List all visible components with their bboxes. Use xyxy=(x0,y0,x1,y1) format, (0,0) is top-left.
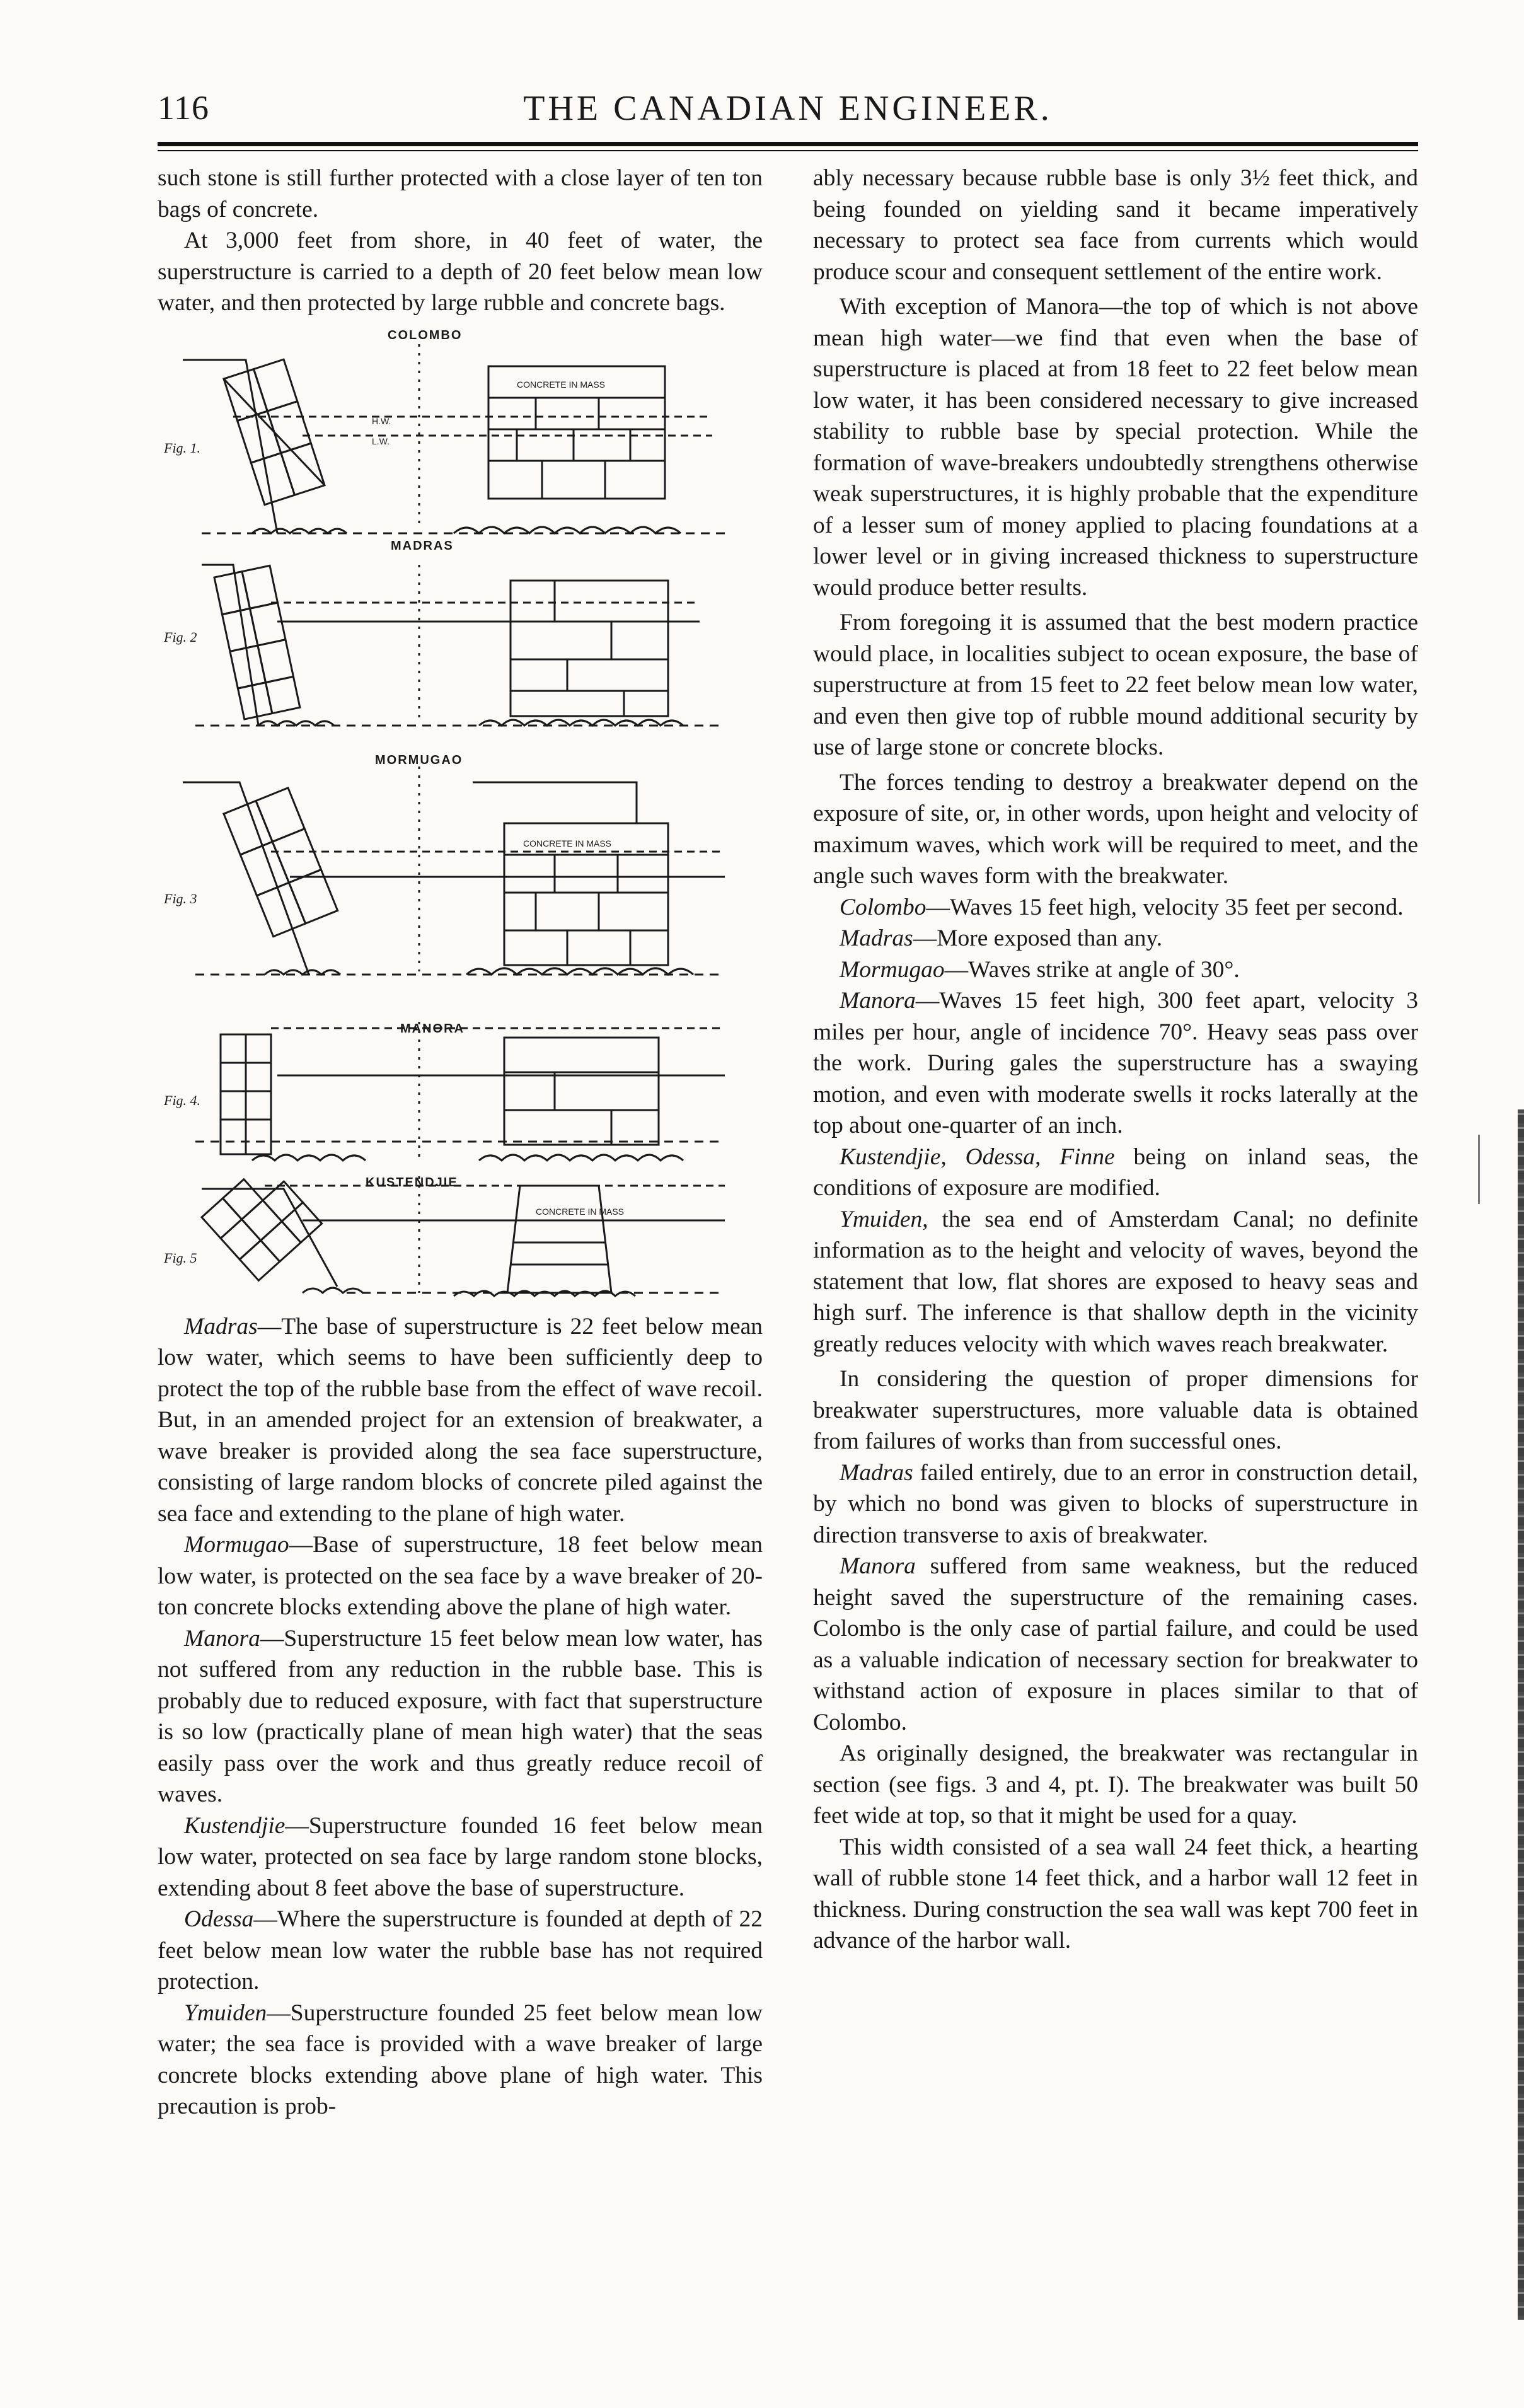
paragraph-ymuiden: Ymuiden, the sea end of Amsterdam Canal; no definite information as to the height and velocity of waves, beyond the statement that low, flat shores are exposed to heavy seas and high surf. The inference is that shallow depth in the vicinity greatly reduces velocity with which waves reach breakwater. xyxy=(813,1206,1418,1357)
paragraph-ymuiden: Ymuiden—Superstructure founded 25 feet below mean low water; the sea face is provided with a wave breaker of large concrete blocks extending above plane of high water. This precaution is prob- xyxy=(158,2000,763,2119)
paragraph-odessa: Odessa—Where the superstructure is founded at depth of 22 feet below mean low water the rubble base has not required protection. xyxy=(158,1906,763,1994)
scan-edge xyxy=(1518,1109,1524,2320)
section-label-mormugao: MORMUGAO xyxy=(375,753,463,767)
paragraph-madras: Madras—The base of superstructure is 22 feet below mean low water, which seems to have been sufficiently deep to protect the top of the rubble base from the effect of wave recoil. But, in an amended project for an extension of breakwater, a wave breaker is provided along the sea face superstructure, consisting of large random blocks of concrete piled against the sea face and extending to the plane of high water. xyxy=(158,1313,763,1527)
concrete-label: CONCRETE IN MASS xyxy=(517,379,606,390)
paragraph: From foregoing it is assumed that the best modern practice would place, in localities subject to ocean exposure, the base of superstructure at from 15 feet to 22 feet below mean low water, and even then give top of rubble mound additional security by use of large stone or concrete blocks. xyxy=(813,610,1418,760)
paragraph: In considering the question of proper dimensions for breakwater superstructures, more valuable data is obtained from failures of works than from successful ones. xyxy=(813,1366,1418,1454)
fig-label-1: Fig. 1. xyxy=(164,439,201,456)
breakwater-sections-drawing xyxy=(158,325,763,1309)
paragraph-colombo: Colombo—Waves 15 feet high, velocity 35 feet per second. xyxy=(840,894,1404,920)
scan-mark xyxy=(1478,1135,1480,1204)
paragraph: At 3,000 feet from shore, in 40 feet of water, the superstructure is carried to a depth of 20 feet below mean low water, and then protected by large rubble and concrete bags. xyxy=(158,228,763,316)
paragraph-manora-failure: Manora suffered from same weakness, but the reduced height saved the superstructure of the remaining cases. Colombo is the only case of partial failure, and could be used as a valuable indication of necessary section for breakwater to withstand action of exposure in places similar to that of Colombo. xyxy=(813,1553,1418,1735)
paragraph-kustendjie: Kustendjie—Superstructure founded 16 feet below mean low water, protected on sea face by large random stone blocks, extending about 8 feet above the base of superstructure. xyxy=(158,1812,763,1901)
paragraph: The forces tending to destroy a breakwater depend on the exposure of site, or, in other words, upon height and velocity of maximum waves, which work will be required to meet, and the angle such waves form with the breakwater. xyxy=(813,769,1418,889)
section-kustendjie xyxy=(202,1160,725,1295)
paragraph-inland-seas: Kustendjie, Odessa, Finne being on inland seas, the conditions of exposure are modified. xyxy=(813,1143,1418,1201)
section-label-manora: MANORA xyxy=(400,1021,465,1036)
fig-label-5: Fig. 5 xyxy=(164,1249,197,1266)
lw-label: L.W. xyxy=(372,436,390,446)
paragraph-madras: Madras—More exposed than any. xyxy=(840,925,1163,951)
hw-label: H.W. xyxy=(372,415,391,426)
paragraph: such stone is still further protected with a close layer of ten ton bags of concrete. xyxy=(158,165,763,223)
paragraph: As originally designed, the breakwater was rectangular in section (see figs. 3 and 4, pt. I). The breakwater was built 50 feet wide at top, so that it might be used for a quay. xyxy=(813,1740,1418,1829)
left-column xyxy=(158,163,763,2122)
concrete-label: CONCRETE IN MASS xyxy=(523,838,612,848)
paragraph-manora: Manora—Superstructure 15 feet below mean low water, has not suffered from any reduction in the rubble base. This is probably due to reduced exposure, with fact that superstructure is so low (practically plane of mean high water) that the seas easily pass over the work and thus greatly reduce recoil of waves. xyxy=(158,1625,763,1807)
fig-label-3: Fig. 3 xyxy=(164,890,197,906)
right-column xyxy=(813,163,1418,1957)
section-colombo xyxy=(183,344,725,533)
paragraph-madras-failure: Madras failed entirely, due to an error in construction detail, by which no bond was given to blocks of superstructure in direction transverse to axis of breakwater. xyxy=(813,1459,1418,1548)
paragraph: ably necessary because rubble base is only 3½ feet thick, and being founded on yielding sand it became imperatively necessary to protect sea face from currents which would produce scour and consequent settlement of the entire work. xyxy=(813,165,1418,285)
header-rule-thick xyxy=(158,142,1418,146)
breakwater-sections-figure xyxy=(158,325,763,1309)
fig-label-2: Fig. 2 xyxy=(164,628,197,645)
header-rule-thin xyxy=(158,150,1418,151)
section-madras xyxy=(195,565,725,726)
paragraph-manora: Manora—Waves 15 feet high, 300 feet apart, velocity 3 miles per hour, angle of incidence 70°. Heavy seas pass over the work. During gales the superstructure has a swaying motion, and even with moderate swells it rocks laterally at the top about one-quarter of an inch. xyxy=(813,988,1418,1138)
section-label-madras: MADRAS xyxy=(391,538,454,553)
fig-label-4: Fig. 4. xyxy=(164,1092,201,1108)
page-number: 116 xyxy=(158,89,209,127)
section-label-colombo: COLOMBO xyxy=(388,328,463,342)
page-header xyxy=(158,82,1418,139)
paragraph: This width consisted of a sea wall 24 feet thick, a hearting wall of rubble stone 14 feet thick, and a harbor wall 12 feet in thickness. During construction the sea wall was kept 700 feet in advance of the harbor wall. xyxy=(813,1834,1418,1954)
paragraph-mormugao: Mormugao—Waves strike at angle of 30°. xyxy=(840,956,1240,983)
paragraph-mormugao: Mormugao—Base of superstructure, 18 feet below mean low water, is protected on the sea face by a wave breaker of 20-ton concrete blocks extending above the plane of high water. xyxy=(158,1532,763,1620)
section-label-kustendjie: KUSTENDJIE xyxy=(366,1175,458,1190)
paragraph: With exception of Manora—the top of which is not above mean high water—we find that even when the base of superstructure is placed at from 18 feet to 22 feet below mean low water, it has been considered necessary to give increased stability to rubble base by special protection. While the formation of wave-breakers undoubtedly strengthens otherwise weak superstructures, it is highly probable that the expenditure of a lesser sum of money applied to placing foundations at a lower level or in giving increased thickness to superstructure would produce better results. xyxy=(813,294,1418,601)
section-mormugao xyxy=(183,767,725,975)
running-title: THE CANADIAN ENGINEER. xyxy=(523,89,1053,128)
concrete-label: CONCRETE IN MASS xyxy=(536,1206,625,1217)
